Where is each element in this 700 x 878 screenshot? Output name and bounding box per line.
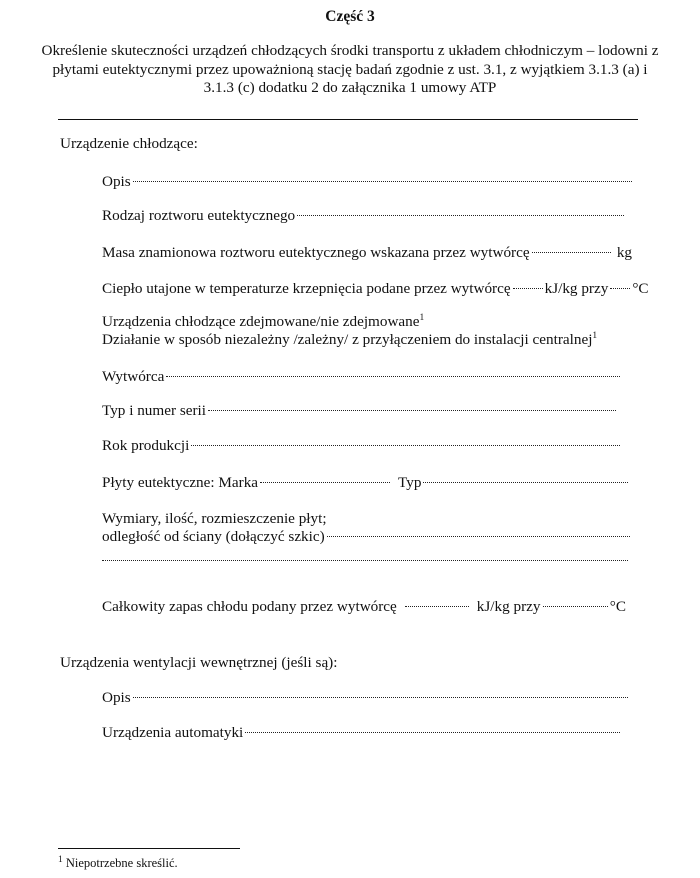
- footnote-ref: 1: [592, 330, 598, 341]
- field-zdejmowane-text: Urządzenia chłodzące zdejmowane/nie zdejmowane: [102, 313, 420, 330]
- field-plyty: [102, 474, 630, 492]
- field-opis-blank[interactable]: [133, 181, 632, 182]
- footnote-ref: 1: [419, 312, 425, 323]
- field-wytworca-blank[interactable]: [166, 376, 620, 377]
- field-dzialanie-text: Działanie w sposób niezależny /zależny/ z przyłączeniem do instalacji centralnej: [102, 331, 593, 348]
- field-plyty-label: Płyty eutektyczne: Marka: [102, 474, 259, 491]
- field-rodzaj: [102, 207, 626, 225]
- field-zapas-temp-blank[interactable]: [543, 606, 608, 607]
- field-typ-serii-blank[interactable]: [208, 410, 616, 411]
- field-cieplo-label: Ciepło utajone w temperaturze krzepnięcia podane przez wytwórcę: [102, 280, 511, 297]
- field-cieplo-deg: °C: [632, 280, 649, 297]
- footnote-text: Niepotrzebne skreślić.: [65, 856, 178, 870]
- field-cieplo-blank[interactable]: [513, 288, 543, 289]
- field-cieplo: [102, 280, 649, 298]
- field-zapas-deg: °C: [609, 598, 626, 615]
- field-automatyka: [102, 724, 622, 742]
- field-dzialanie: [102, 331, 597, 349]
- field-went-opis-blank[interactable]: [133, 697, 628, 698]
- footnote: [58, 856, 178, 871]
- field-typ-serii-label: Typ i numer serii: [102, 402, 206, 419]
- field-rok-label: Rok produkcji: [102, 437, 190, 454]
- field-zapas: [102, 598, 626, 616]
- field-wymiary-blank[interactable]: [327, 536, 630, 537]
- field-automatyka-blank[interactable]: [245, 732, 620, 733]
- field-masa-unit: kg: [616, 244, 632, 261]
- field-wymiary-extra: [102, 564, 630, 565]
- field-zapas-label: Całkowity zapas chłodu podany przez wytwórcę: [102, 598, 397, 615]
- field-masa-blank[interactable]: [532, 252, 611, 253]
- field-rodzaj-blank[interactable]: [297, 215, 624, 216]
- field-wymiary-extra-blank[interactable]: [102, 560, 628, 561]
- field-cieplo-unit: kJ/kg przy: [544, 280, 609, 297]
- field-zapas-blank[interactable]: [405, 606, 469, 607]
- footnote-divider: [58, 848, 240, 849]
- field-rodzaj-label: Rodzaj roztworu eutektycznego: [102, 207, 296, 224]
- field-wymiary-label: odległość od ściany (dołączyć szkic): [102, 528, 325, 545]
- field-plyty-typ-label: Typ: [398, 474, 422, 491]
- field-opis: [102, 173, 634, 191]
- field-went-opis-label: Opis: [102, 689, 131, 706]
- field-opis-label: Opis: [102, 173, 131, 190]
- footnote-mark: 1: [58, 854, 63, 865]
- intro-text: Określenie skuteczności urządzeń chłodzących środki transportu z układem chłodniczym – lodowni z płytami eutektycznymi przez upoważnioną stację badań zgodnie z ust. 3.1, z wyjątkiem 3.1.3 (a) i 3.1.3 (c) dodatku 2 do załącznika 1 umowy ATP: [41, 42, 659, 96]
- field-rok: [102, 437, 622, 455]
- field-rok-blank[interactable]: [191, 445, 620, 446]
- field-wytworca: [102, 368, 622, 386]
- field-plyty-marka-blank[interactable]: [260, 482, 390, 483]
- field-masa: [102, 244, 632, 262]
- header-divider: [58, 119, 638, 120]
- section1-heading: Urządzenie chłodzące:: [60, 135, 198, 152]
- section2-heading: Urządzenia wentylacji wewnętrznej (jeśli są):: [60, 654, 338, 671]
- field-typ-serii: [102, 402, 618, 420]
- field-zapas-unit: kJ/kg przy: [476, 598, 541, 615]
- field-wymiary: [102, 528, 632, 546]
- field-went-opis: [102, 689, 630, 707]
- field-zdejmowane: [102, 313, 424, 331]
- field-cieplo-temp-blank[interactable]: [610, 288, 630, 289]
- field-automatyka-label: Urządzenia automatyki: [102, 724, 244, 741]
- field-wymiary-line1: Wymiary, ilość, rozmieszczenie płyt;: [102, 510, 327, 527]
- field-wytworca-label: Wytwórca: [102, 368, 165, 385]
- field-plyty-typ-blank[interactable]: [423, 482, 628, 483]
- field-masa-label: Masa znamionowa roztworu eutektycznego wskazana przez wytwórcę: [102, 244, 530, 261]
- page-title: Część 3: [325, 8, 375, 25]
